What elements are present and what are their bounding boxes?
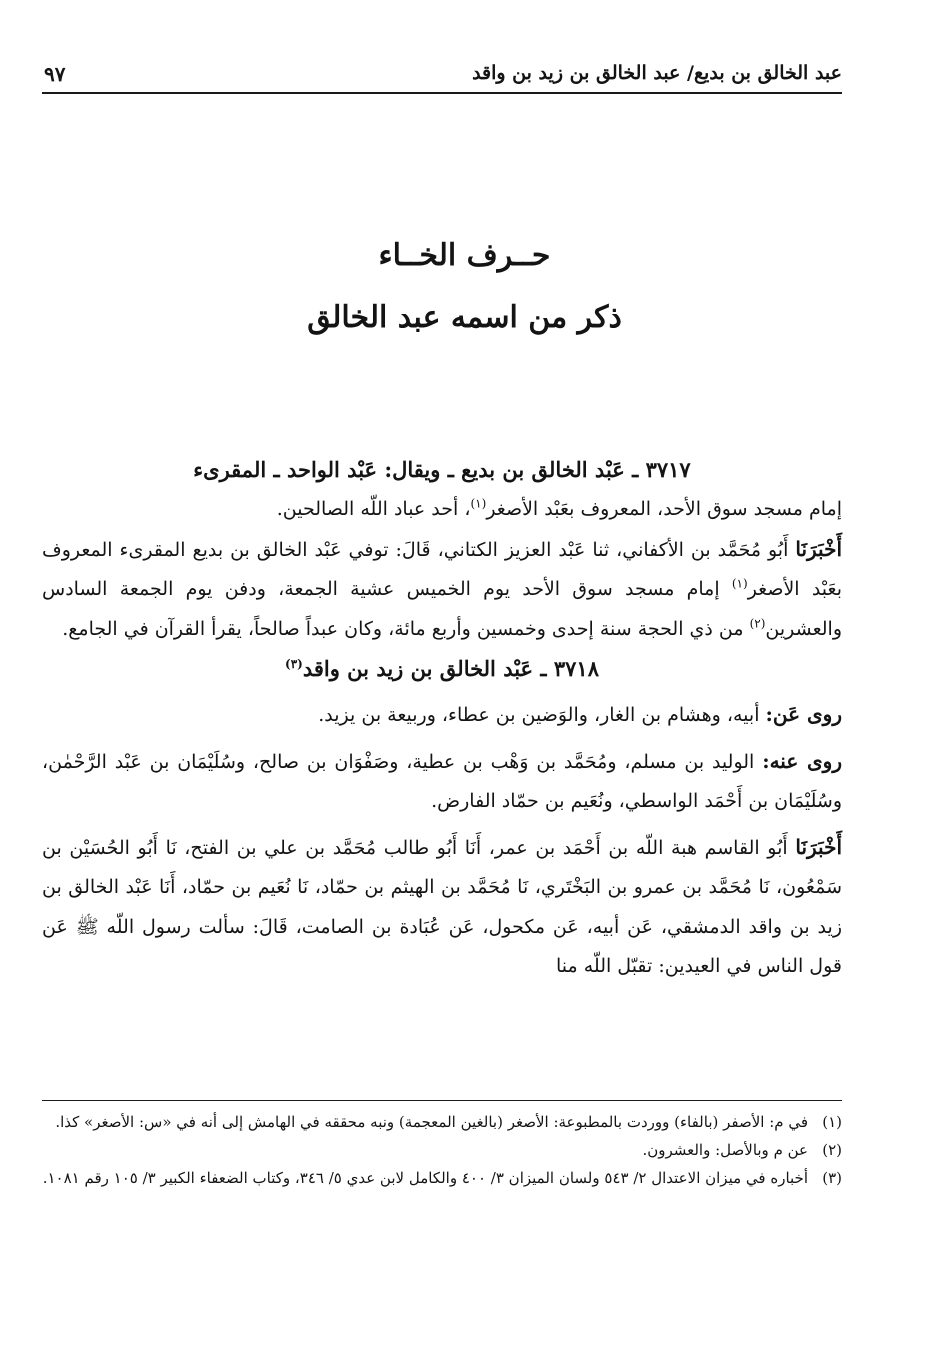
footnote [42,1137,842,1163]
footnote-text: في م: الأصفر (بالفاء) ووردت بالمطبوعة: الأصغر (بالغين المعجمة) ونبه محققه في الهامش إلى أنه في «س: الأصغر» كذا. [55,1113,808,1131]
narrated-by [42,742,842,822]
entry-heading-text: ٣٧١٨ ـ عَبْد الخالق بن زيد بن واقد [302,656,599,681]
footnote-ref: (٣) [285,657,303,671]
chapter-subtitle: ذكر من اسمه عبد الخالق [307,300,622,335]
report-text-2: إمام مسجد سوق الأحد يوم الخميس عشية الجمعة، ودفن يوم الجمعة السادس والعشرين [42,578,842,640]
footnote [42,1109,842,1135]
footnote-ref: (١) [470,496,487,511]
footnotes [42,1100,842,1193]
footnote [42,1165,842,1191]
page-number: ٩٧ [44,62,66,86]
narrated-from-text: أبيه، وهشام بن الغار، والوَضين بن عطاء، وربيعة بن يزيد. [318,704,766,726]
running-title: عبد الخالق بن بديع/ عبد الخالق بن زيد بن واقد [472,62,842,84]
footnote-number: (١) [822,1113,842,1131]
entry-intro [42,490,842,530]
narrated-from [42,695,842,736]
page-header [42,58,842,94]
intro-text: إمام مسجد سوق الأحد، المعروف بعَبْد الأصغر [486,498,842,520]
main-text [42,450,842,987]
entry-report [42,530,842,650]
entry-heading-3718 [42,649,842,689]
report-lead: أَخْبَرَنَا [795,536,842,561]
footnote-number: (٢) [822,1141,842,1159]
report-text-3: من ذي الحجة سنة إحدى وخمسين وأربع مائة، وكان عبداً صالحاً، يقرأ القرآن في الجامع. [62,617,750,640]
report-text: أَبُو القاسم هبة اللّه بن أَحْمَد بن عمر، أَنَا أَبُو طالب مُحَمَّد بن علي بن الفتح، نَا أَبُو الحُسَيْن بن سَمْعُون، نَا مُحَمَّد بن عمرو بن البَخْتَري، نَا مُحَمَّد بن الهيثم بن حمّاد، نَا نُعَيم بن حمّاد، أَنَا عَبْد الخالق بن زيد بن واقد الدمشقي، عَن أبيه، عَن مكحول، عَن عُبَادة بن الصامت، قَالَ: سألت رسول اللّه ﷺ عَن قول الناس في العيدين: تقبّل اللّه منا [42,836,842,977]
entry-heading-text: ٣٧١٧ ـ عَبْد الخالق بن بديع ـ ويقال: عَبْد الواحد ـ المقرىء [193,457,691,482]
intro-text-after: ، أحد عباد اللّه الصالحين. [276,498,471,520]
report-lead: أَخْبَرَنَا [795,834,842,859]
chapter-title: حــرف الخــاء [378,238,551,273]
footnote-ref: (١) [731,576,748,591]
footnote-number: (٣) [822,1169,842,1187]
entry-heading-3717 [42,450,842,490]
footnote-text: أخباره في ميزان الاعتدال ٢/ ٥٤٣ ولسان الميزان ٣/ ٤٠٠ والكامل لابن عدي ٥/ ٣٤٦، وكتاب الضعفاء الكبير ٣/ ١٠٥ رقم ١٠٨١. [42,1169,808,1187]
entry-report [42,828,842,987]
footnote-ref: (٢) [749,616,766,631]
narrated-by-text: الوليد بن مسلم، ومُحَمَّد بن وَهْب بن عطية، وصَفْوَان بن صالح، وسُلَيْمَان بن عَبْد الرَّحْمٰن، وسُلَيْمَان بن أَحْمَد الواسطي، ونُعَيم بن حمّاد الفارض. [42,750,842,812]
report-text: أَبُو مُحَمَّد بن الأكفاني، ثنا عَبْد العزيز الكتاني، قَالَ: توفي عَبْد الخالق بن بديع المقرىء المعروف بعَبْد الأصغر [42,538,842,600]
footnote-text: عن م وبالأصل: والعشرون. [642,1141,808,1159]
narrated-by-lead: روى عنه: [762,748,842,773]
narrated-from-lead: روى عَن: [765,702,842,726]
